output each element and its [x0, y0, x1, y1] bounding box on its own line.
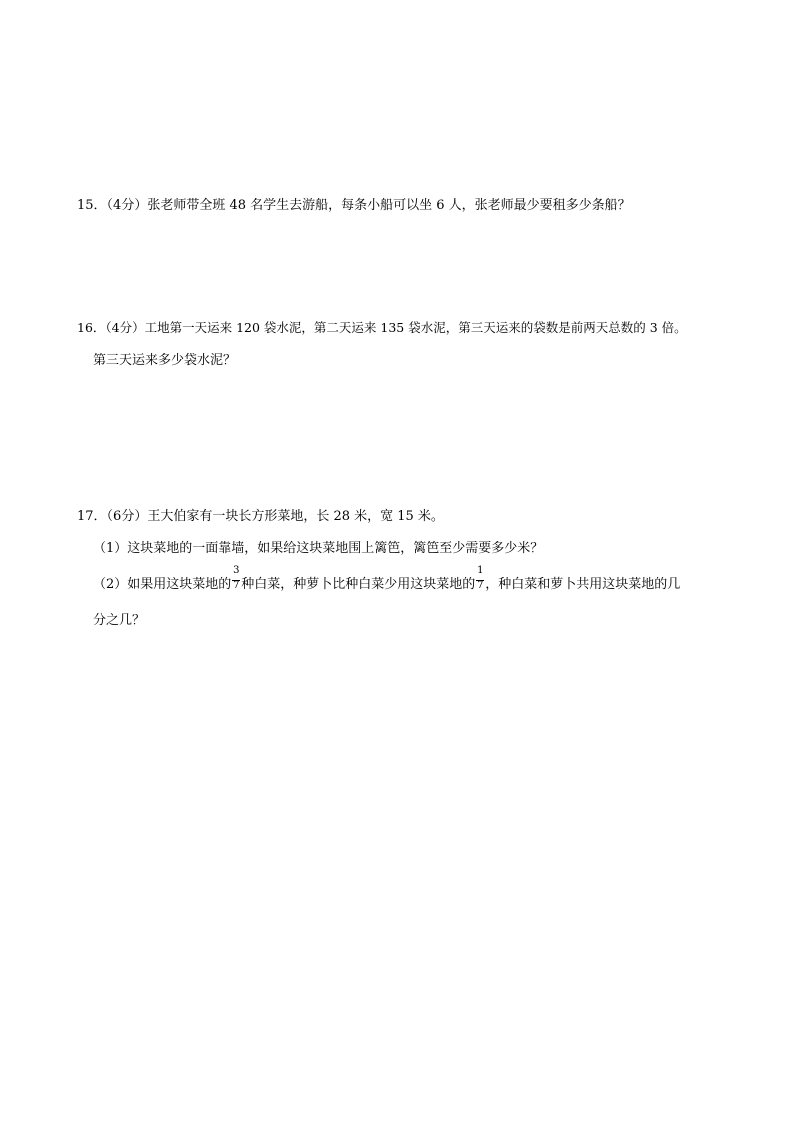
- fraction-numerator: 1: [477, 565, 484, 576]
- part-2-text-b: 种白菜，种萝卜比种白菜少用这块菜地的: [241, 577, 476, 592]
- fraction-denominator: 7: [477, 580, 484, 591]
- question-17-text: 17．（6分）王大伯家有一块长方形菜地，长 28 米，宽 15 米。: [77, 509, 444, 524]
- question-17-part-1: （1）这块菜地的一面靠墙，如果给这块菜地围上篱笆，篱笆至少需要多少米？: [93, 541, 544, 556]
- question-17-part-2: [93, 565, 681, 594]
- fraction-three-sevenths: [232, 565, 240, 594]
- question-15-text: 15．（4分）张老师带全班 48 名学生去游船，每条小船可以坐 6 人，张老师最少要租多少条船？: [77, 198, 631, 213]
- question-16-text-cont: 第三天运来多少袋水泥？: [93, 353, 237, 368]
- question-17-part-2-cont: 分之几？: [93, 613, 146, 628]
- fraction-one-seventh: [476, 565, 484, 594]
- fraction-numerator: 3: [233, 565, 240, 576]
- fraction-denominator: 7: [233, 580, 240, 591]
- part-2-text-a: （2）如果用这块菜地的: [93, 577, 232, 592]
- part-2-text-c: ，种白菜和萝卜共用这块菜地的几: [485, 577, 681, 592]
- question-16-text: 16．（4分）工地第一天运来 120 袋水泥，第二天运来 135 袋水泥，第三天运来的袋数是前两天总数的 3 倍。: [77, 320, 687, 335]
